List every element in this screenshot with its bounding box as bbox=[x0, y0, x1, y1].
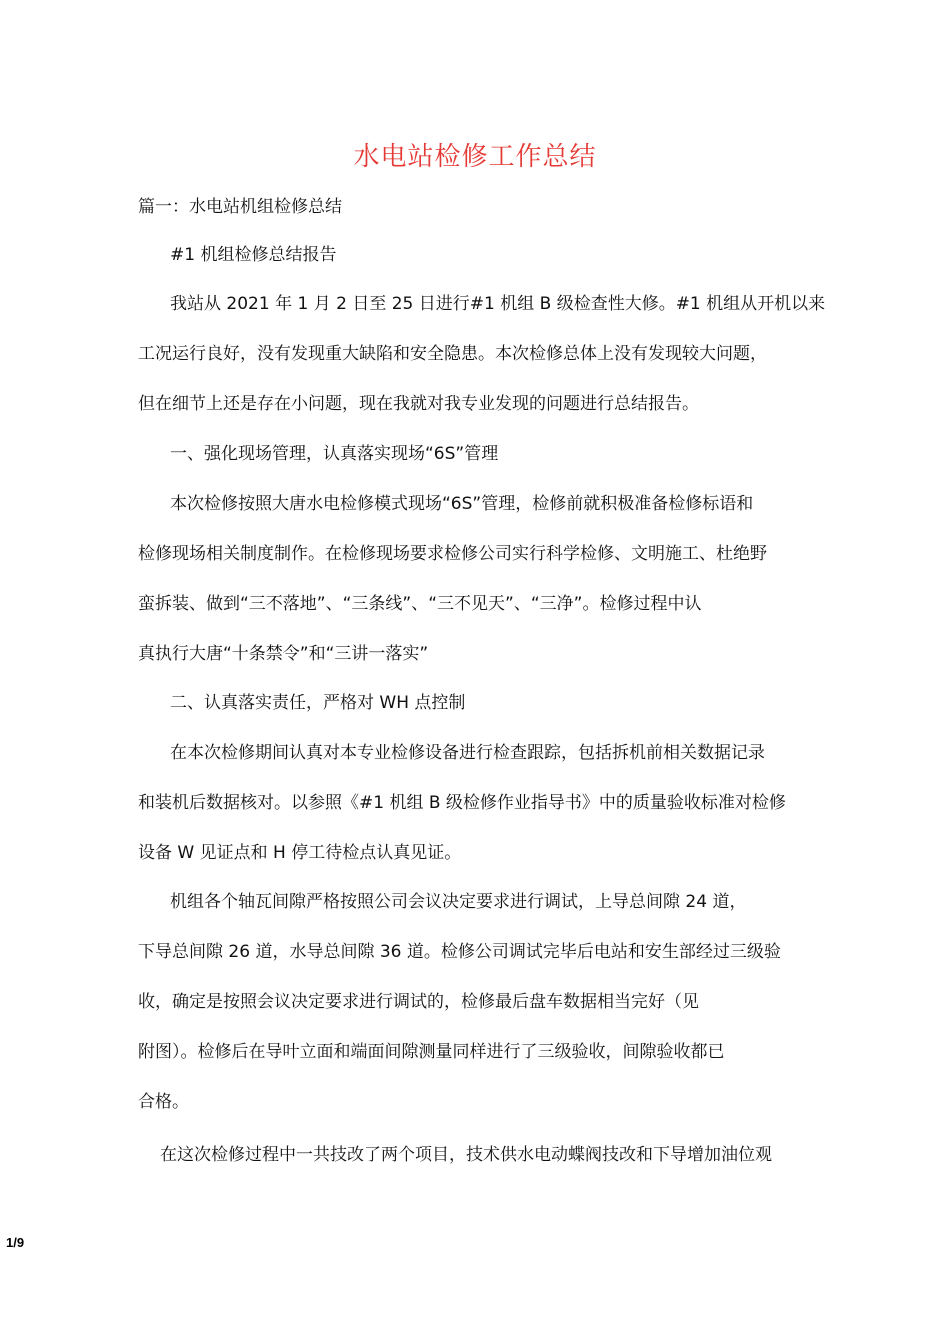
paragraph-line: 机组各个轴瓦间隙严格按照公司会议决定要求进行调试，上导总间隙 24 道， bbox=[170, 892, 747, 912]
document-title: 水电站检修工作总结 bbox=[353, 142, 597, 172]
paragraph-line: 收，确定是按照会议决定要求进行调试的，检修最后盘车数据相当完好（见 bbox=[138, 992, 699, 1012]
paragraph-line: 在这次检修过程中一共技改了两个项目，技术供水电动蝶阀技改和下导增加油位观 bbox=[160, 1145, 772, 1165]
paragraph-line: 在本次检修期间认真对本专业检修设备进行检查跟踪，包括拆机前相关数据记录 bbox=[170, 743, 765, 763]
section-heading: 篇一：水电站机组检修总结 bbox=[138, 197, 342, 217]
paragraph-line: 和装机后数据核对。以参照《#1 机组 B 级检修作业指导书》中的质量验收标准对检修 bbox=[138, 793, 786, 813]
paragraph-line: 附图）。检修后在导叶立面和端面间隙测量同样进行了三级验收，间隙验收都已 bbox=[138, 1042, 725, 1062]
paragraph-line: 但在细节上还是存在小问题，现在我就对我专业发现的问题进行总结报告。 bbox=[138, 394, 699, 414]
subsection-heading: 一、强化现场管理，认真落实现场“6S”管理 bbox=[170, 444, 499, 464]
paragraph-line: 本次检修按照大唐水电检修模式现场“6S”管理，检修前就积极准备检修标语和 bbox=[170, 494, 754, 514]
paragraph-line: 蛮拆装、做到“三不落地”、“三条线”、“三不见天”、“三净”。检修过程中认 bbox=[138, 594, 702, 614]
paragraph-line: 检修现场相关制度制作。在检修现场要求检修公司实行科学检修、文明施工、杜绝野 bbox=[138, 544, 767, 564]
page-number: 1/9 bbox=[6, 1235, 25, 1250]
subsection-heading: 二、认真落实责任，严格对 WH 点控制 bbox=[170, 693, 466, 713]
paragraph-line: 合格。 bbox=[138, 1092, 189, 1112]
report-title: #1 机组检修总结报告 bbox=[170, 245, 337, 265]
paragraph-line: 设备 W 见证点和 H 停工待检点认真见证。 bbox=[138, 843, 462, 863]
paragraph-line: 我站从 2021 年 1 月 2 日至 25 日进行#1 机组 B 级检查性大修。#1 机组从开机以来 bbox=[170, 294, 826, 314]
paragraph-line: 下导总间隙 26 道，水导总间隙 36 道。检修公司调试完毕后电站和安生部经过三级验 bbox=[138, 942, 781, 962]
paragraph-line: 真执行大唐“十条禁令”和“三讲一落实” bbox=[138, 644, 429, 664]
paragraph-line: 工况运行良好，没有发现重大缺陷和安全隐患。本次检修总体上没有发现较大问题， bbox=[138, 344, 767, 364]
